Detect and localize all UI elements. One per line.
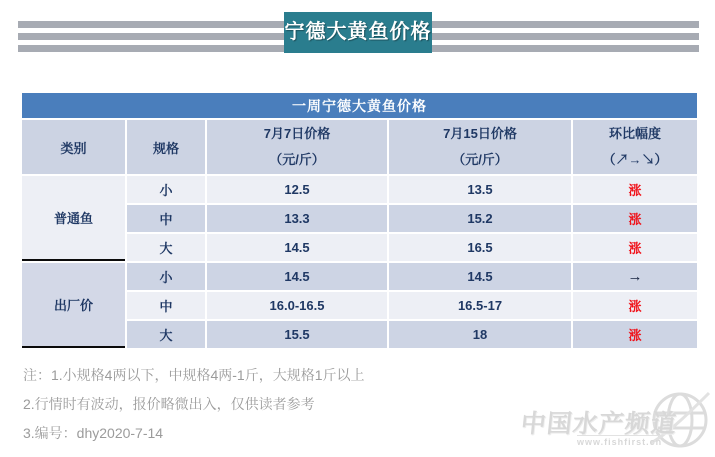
price-jul15-cell: 16.5-17: [389, 292, 571, 319]
price-jul7-cell: 13.3: [207, 205, 387, 232]
watermark-name: 中国水产频道: [519, 410, 679, 438]
footnote-3: 3.编号：dhy2020-7-14: [23, 425, 164, 441]
trend-cell: 涨: [573, 205, 697, 232]
col-header-price-jul15: [389, 120, 571, 174]
trend-cell: 涨: [573, 292, 697, 319]
spec-cell: 大: [127, 321, 205, 348]
trend-cell: 涨: [573, 176, 697, 203]
spec-cell: 中: [127, 292, 205, 319]
price-jul15-cell: 13.5: [389, 176, 571, 203]
price-jul7-cell: 14.5: [207, 263, 387, 290]
footnote-2: 2.行情时有波动，报价略微出入，仅供读者参考: [23, 396, 315, 412]
category-cell-factory-price: 出厂价: [22, 263, 125, 348]
col-header-trend-label: 环比幅度: [609, 126, 662, 141]
price-jul15-cell: 18: [389, 321, 571, 348]
col-header-price-jul15-label: 7月15日价格: [443, 126, 517, 141]
trend-cell: 涨: [573, 321, 697, 348]
page-title: 宁德大黄鱼价格: [284, 12, 432, 53]
col-header-trend: [573, 120, 697, 174]
price-jul15-cell: 15.2: [389, 205, 571, 232]
footnotes: [23, 361, 364, 448]
spec-cell: 大: [127, 234, 205, 261]
spec-cell: 中: [127, 205, 205, 232]
price-jul15-cell: 14.5: [389, 263, 571, 290]
spec-cell: 小: [127, 176, 205, 203]
col-header-spec: 规格: [127, 120, 205, 174]
table-title: 一周宁德大黄鱼价格: [22, 93, 697, 118]
footnote-1: 注：1.小规格4两以下，中规格4两-1斤，大规格1斤以上: [23, 367, 365, 383]
col-header-category: 类别: [22, 120, 125, 174]
price-jul15-cell: 16.5: [389, 234, 571, 261]
table-row: [22, 263, 697, 290]
col-header-price-jul7-label: 7月7日价格: [263, 126, 331, 141]
price-table: [20, 91, 699, 350]
price-jul7-cell: 12.5: [207, 176, 387, 203]
price-jul7-cell: 16.0-16.5: [207, 292, 387, 319]
spec-cell: 小: [127, 263, 205, 290]
table-row: [22, 176, 697, 203]
col-header-price-jul15-unit: （元/斤）: [452, 152, 508, 167]
col-header-price-jul7: [207, 120, 387, 174]
banner: [0, 0, 715, 64]
category-cell-ordinary-fish: 普通鱼: [22, 176, 125, 261]
price-jul7-cell: 14.5: [207, 234, 387, 261]
trend-cell: →: [573, 263, 697, 290]
watermark-url: www.fishfirst.cn: [577, 437, 663, 447]
watermark-logo: [521, 387, 711, 455]
col-header-price-jul7-unit: （元/斤）: [269, 152, 325, 167]
price-jul7-cell: 15.5: [207, 321, 387, 348]
col-header-trend-arrows: （↗→↘）: [602, 152, 668, 167]
trend-cell: 涨: [573, 234, 697, 261]
